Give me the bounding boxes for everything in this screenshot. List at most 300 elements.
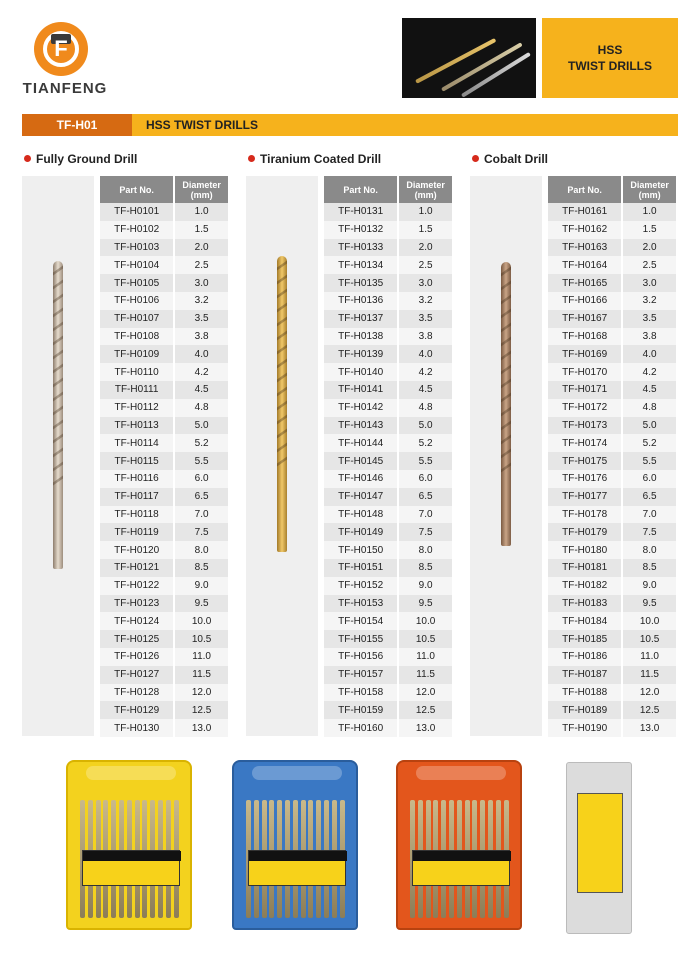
part-number-cell: TF-H0150 [324, 541, 398, 559]
part-number-cell: TF-H0140 [324, 363, 398, 381]
part-number-cell: TF-H0180 [548, 541, 622, 559]
part-number-cell: TF-H0168 [548, 328, 622, 346]
table-row [548, 612, 676, 630]
table-row [100, 203, 228, 221]
diameter-cell: 2.5 [398, 256, 452, 274]
diameter-cell: 9.5 [622, 595, 676, 613]
diameter-cell: 4.8 [622, 399, 676, 417]
table-row [100, 506, 228, 524]
part-number-cell: TF-H0161 [548, 203, 622, 221]
section-title: Fully Ground Drill [22, 150, 232, 168]
table-row [100, 541, 228, 559]
diameter-cell: 4.2 [622, 363, 676, 381]
diameter-cell: 10.0 [622, 612, 676, 630]
diameter-cell: 4.5 [398, 381, 452, 399]
table-row [324, 399, 452, 417]
part-number-cell: TF-H0147 [324, 488, 398, 506]
diameter-cell: 10.5 [622, 630, 676, 648]
blue-pack-image [232, 760, 358, 930]
part-number-cell: TF-H0107 [100, 310, 174, 328]
part-number-cell: TF-H0167 [548, 310, 622, 328]
part-number-cell: TF-H0129 [100, 701, 174, 719]
diameter-cell: 11.0 [398, 648, 452, 666]
table-row [548, 256, 676, 274]
diameter-cell: 4.0 [398, 345, 452, 363]
table-row [548, 595, 676, 613]
diameter-cell: 3.5 [174, 310, 228, 328]
spec-table [548, 176, 676, 737]
table-row [324, 470, 452, 488]
header-diameter: Diameter (mm) [174, 176, 228, 203]
hero-drill-photo [402, 18, 536, 98]
diameter-cell: 1.0 [622, 203, 676, 221]
table-row [324, 488, 452, 506]
diameter-cell: 4.8 [174, 399, 228, 417]
table-row [100, 292, 228, 310]
part-number-cell: TF-H0173 [548, 417, 622, 435]
table-row [100, 701, 228, 719]
diameter-cell: 5.5 [398, 452, 452, 470]
bullet-icon [24, 155, 31, 162]
table-row [324, 221, 452, 239]
part-number-cell: TF-H0138 [324, 328, 398, 346]
diameter-cell: 4.0 [622, 345, 676, 363]
part-number-cell: TF-H0110 [100, 363, 174, 381]
part-number-cell: TF-H0152 [324, 577, 398, 595]
table-row [100, 559, 228, 577]
part-number-cell: TF-H0186 [548, 648, 622, 666]
diameter-cell: 7.5 [174, 523, 228, 541]
hero-line-1: HSS [597, 43, 623, 57]
diameter-cell: 6.5 [622, 488, 676, 506]
diameter-cell: 5.0 [398, 417, 452, 435]
diameter-cell: 2.5 [622, 256, 676, 274]
part-number-cell: TF-H0126 [100, 648, 174, 666]
table-row [324, 256, 452, 274]
diameter-cell: 1.0 [398, 203, 452, 221]
diameter-cell: 10.0 [398, 612, 452, 630]
diameter-cell: 6.0 [174, 470, 228, 488]
fully-ground-drill-image [53, 261, 63, 569]
diameter-cell: 12.5 [622, 701, 676, 719]
table-row [548, 399, 676, 417]
table-row [324, 345, 452, 363]
diameter-cell: 7.0 [174, 506, 228, 524]
diameter-cell: 12.0 [174, 684, 228, 702]
part-number-cell: TF-H0109 [100, 345, 174, 363]
table-row [324, 684, 452, 702]
part-number-cell: TF-H0133 [324, 239, 398, 257]
table-row [100, 612, 228, 630]
table-row [548, 203, 676, 221]
diameter-cell: 11.5 [398, 666, 452, 684]
part-number-cell: TF-H0149 [324, 523, 398, 541]
table-row [100, 719, 228, 737]
diameter-cell: 3.2 [174, 292, 228, 310]
part-number-cell: TF-H0111 [100, 381, 174, 399]
table-row [100, 595, 228, 613]
table-row [324, 274, 452, 292]
part-number-cell: TF-H0156 [324, 648, 398, 666]
part-number-cell: TF-H0102 [100, 221, 174, 239]
section-title: Tiranium Coated Drill [246, 150, 456, 168]
header-diameter: Diameter (mm) [622, 176, 676, 203]
diameter-cell: 8.0 [174, 541, 228, 559]
part-number-cell: TF-H0128 [100, 684, 174, 702]
table-row [548, 559, 676, 577]
section-title: Cobalt Drill [470, 150, 680, 168]
diameter-cell: 6.5 [398, 488, 452, 506]
table-row [324, 541, 452, 559]
part-number-cell: TF-H0188 [548, 684, 622, 702]
table-row [548, 292, 676, 310]
part-number-cell: TF-H0142 [324, 399, 398, 417]
part-number-cell: TF-H0103 [100, 239, 174, 257]
drill-photo-panel [22, 176, 94, 736]
diameter-cell: 3.0 [622, 274, 676, 292]
table-row [100, 381, 228, 399]
diameter-cell: 3.8 [622, 328, 676, 346]
table-row [100, 434, 228, 452]
table-row [548, 648, 676, 666]
diameter-cell: 9.5 [398, 595, 452, 613]
diameter-cell: 12.5 [398, 701, 452, 719]
part-number-cell: TF-H0141 [324, 381, 398, 399]
table-row [324, 203, 452, 221]
diameter-cell: 4.8 [398, 399, 452, 417]
diameter-cell: 7.0 [622, 506, 676, 524]
diameter-cell: 9.0 [622, 577, 676, 595]
diameter-cell: 3.8 [174, 328, 228, 346]
table-row [324, 595, 452, 613]
part-number-cell: TF-H0153 [324, 595, 398, 613]
part-number-cell: TF-H0123 [100, 595, 174, 613]
table-row [100, 274, 228, 292]
diameter-cell: 5.5 [622, 452, 676, 470]
diameter-cell: 10.0 [174, 612, 228, 630]
table-row [548, 434, 676, 452]
diameter-cell: 1.0 [174, 203, 228, 221]
part-number-cell: TF-H0143 [324, 417, 398, 435]
part-number-cell: TF-H0106 [100, 292, 174, 310]
diameter-cell: 1.5 [174, 221, 228, 239]
drill-photo-panel [246, 176, 318, 736]
table-row [548, 541, 676, 559]
table-row [548, 345, 676, 363]
table-row [548, 719, 676, 737]
diameter-cell: 6.0 [398, 470, 452, 488]
diameter-cell: 12.0 [398, 684, 452, 702]
part-number-cell: TF-H0189 [548, 701, 622, 719]
part-number-cell: TF-H0157 [324, 666, 398, 684]
spec-table [324, 176, 452, 737]
part-number-cell: TF-H0127 [100, 666, 174, 684]
part-number-cell: TF-H0137 [324, 310, 398, 328]
brand-mark-icon: F [34, 22, 88, 76]
diameter-cell: 10.5 [398, 630, 452, 648]
part-number-cell: TF-H0160 [324, 719, 398, 737]
diameter-cell: 5.0 [174, 417, 228, 435]
table-row [548, 239, 676, 257]
diameter-cell: 3.8 [398, 328, 452, 346]
part-number-cell: TF-H0116 [100, 470, 174, 488]
diameter-cell: 4.5 [622, 381, 676, 399]
part-number-cell: TF-H0182 [548, 577, 622, 595]
part-number-cell: TF-H0115 [100, 452, 174, 470]
table-row [324, 363, 452, 381]
diameter-cell: 10.5 [174, 630, 228, 648]
diameter-cell: 1.5 [398, 221, 452, 239]
part-number-cell: TF-H0124 [100, 612, 174, 630]
bullet-icon [248, 155, 255, 162]
product-banner [22, 114, 678, 136]
diameter-cell: 11.0 [174, 648, 228, 666]
part-number-cell: TF-H0130 [100, 719, 174, 737]
table-row [100, 221, 228, 239]
part-number-cell: TF-H0162 [548, 221, 622, 239]
table-row [324, 666, 452, 684]
part-number-cell: TF-H0169 [548, 345, 622, 363]
part-number-cell: TF-H0166 [548, 292, 622, 310]
diameter-cell: 3.2 [398, 292, 452, 310]
part-number-cell: TF-H0135 [324, 274, 398, 292]
table-row [324, 328, 452, 346]
part-number-cell: TF-H0165 [548, 274, 622, 292]
table-row [324, 523, 452, 541]
part-number-cell: TF-H0176 [548, 470, 622, 488]
table-row [548, 274, 676, 292]
part-number-cell: TF-H0119 [100, 523, 174, 541]
part-number-cell: TF-H0105 [100, 274, 174, 292]
diameter-cell: 3.5 [622, 310, 676, 328]
table-row [100, 523, 228, 541]
diameter-cell: 9.5 [174, 595, 228, 613]
part-number-cell: TF-H0121 [100, 559, 174, 577]
part-number-cell: TF-H0117 [100, 488, 174, 506]
diameter-cell: 8.0 [398, 541, 452, 559]
diameter-cell: 5.2 [174, 434, 228, 452]
table-row [548, 523, 676, 541]
part-number-cell: TF-H0132 [324, 221, 398, 239]
part-number-cell: TF-H0181 [548, 559, 622, 577]
table-row [100, 328, 228, 346]
table-row [548, 506, 676, 524]
part-number-cell: TF-H0171 [548, 381, 622, 399]
part-number-cell: TF-H0155 [324, 630, 398, 648]
banner-code: TF-H01 [22, 114, 132, 136]
diameter-cell: 13.0 [398, 719, 452, 737]
diameter-cell: 9.0 [398, 577, 452, 595]
diameter-cell: 4.2 [398, 363, 452, 381]
table-row [324, 719, 452, 737]
titanium-drill-image [277, 256, 287, 552]
orange-pack-image [396, 760, 522, 930]
diameter-cell: 2.5 [174, 256, 228, 274]
table-row [324, 577, 452, 595]
table-row [324, 506, 452, 524]
diameter-cell: 8.5 [174, 559, 228, 577]
table-row [324, 648, 452, 666]
diameter-cell: 3.5 [398, 310, 452, 328]
part-number-cell: TF-H0174 [548, 434, 622, 452]
part-number-cell: TF-H0112 [100, 399, 174, 417]
table-row [100, 452, 228, 470]
table-row [548, 488, 676, 506]
table-row [100, 417, 228, 435]
part-number-cell: TF-H0145 [324, 452, 398, 470]
drill-photo-panel [470, 176, 542, 736]
diameter-cell: 6.0 [622, 470, 676, 488]
header-part: Part No. [548, 176, 622, 203]
diameter-cell: 8.5 [398, 559, 452, 577]
header-part: Part No. [100, 176, 174, 203]
part-number-cell: TF-H0158 [324, 684, 398, 702]
diameter-cell: 13.0 [174, 719, 228, 737]
diameter-cell: 4.0 [174, 345, 228, 363]
part-number-cell: TF-H0179 [548, 523, 622, 541]
table-row [548, 684, 676, 702]
table-row [548, 310, 676, 328]
part-number-cell: TF-H0184 [548, 612, 622, 630]
part-number-cell: TF-H0108 [100, 328, 174, 346]
diameter-cell: 4.5 [174, 381, 228, 399]
part-number-cell: TF-H0175 [548, 452, 622, 470]
diameter-cell: 7.5 [622, 523, 676, 541]
part-number-cell: TF-H0183 [548, 595, 622, 613]
diameter-cell: 7.5 [398, 523, 452, 541]
table-row [324, 310, 452, 328]
table-row [100, 256, 228, 274]
table-row [548, 701, 676, 719]
diameter-cell: 5.0 [622, 417, 676, 435]
table-row [324, 381, 452, 399]
table-row [548, 417, 676, 435]
table-row [324, 701, 452, 719]
diameter-cell: 12.5 [174, 701, 228, 719]
diameter-cell: 11.5 [622, 666, 676, 684]
part-number-cell: TF-H0134 [324, 256, 398, 274]
part-number-cell: TF-H0144 [324, 434, 398, 452]
bullet-icon [472, 155, 479, 162]
part-number-cell: TF-H0125 [100, 630, 174, 648]
table-row [324, 434, 452, 452]
part-number-cell: TF-H0170 [548, 363, 622, 381]
hero-line-2: TWIST DRILLS [568, 59, 652, 73]
part-number-cell: TF-H0113 [100, 417, 174, 435]
table-row [548, 381, 676, 399]
header-part: Part No. [324, 176, 398, 203]
part-number-cell: TF-H0151 [324, 559, 398, 577]
table-row [100, 684, 228, 702]
diameter-cell: 1.5 [622, 221, 676, 239]
table-row [100, 630, 228, 648]
brand-name: TIANFENG [22, 80, 108, 97]
yellow-pack-image [66, 760, 192, 930]
diameter-cell: 13.0 [622, 719, 676, 737]
diameter-cell: 5.5 [174, 452, 228, 470]
table-row [548, 452, 676, 470]
part-number-cell: TF-H0101 [100, 203, 174, 221]
table-row [548, 363, 676, 381]
clear-case-image [566, 762, 632, 934]
table-row [324, 239, 452, 257]
diameter-cell: 11.0 [622, 648, 676, 666]
table-row [324, 292, 452, 310]
diameter-cell: 2.0 [398, 239, 452, 257]
diameter-cell: 2.0 [174, 239, 228, 257]
table-row [100, 363, 228, 381]
part-number-cell: TF-H0114 [100, 434, 174, 452]
diameter-cell: 3.0 [398, 274, 452, 292]
table-row [324, 612, 452, 630]
part-number-cell: TF-H0139 [324, 345, 398, 363]
table-row [324, 417, 452, 435]
diameter-cell: 9.0 [174, 577, 228, 595]
part-number-cell: TF-H0187 [548, 666, 622, 684]
table-row [100, 648, 228, 666]
part-number-cell: TF-H0163 [548, 239, 622, 257]
part-number-cell: TF-H0118 [100, 506, 174, 524]
diameter-cell: 2.0 [622, 239, 676, 257]
diameter-cell: 12.0 [622, 684, 676, 702]
part-number-cell: TF-H0177 [548, 488, 622, 506]
brand-logo [20, 22, 110, 102]
banner-title: HSS TWIST DRILLS [146, 118, 258, 132]
part-number-cell: TF-H0159 [324, 701, 398, 719]
diameter-cell: 5.2 [398, 434, 452, 452]
diameter-cell: 6.5 [174, 488, 228, 506]
table-row [548, 666, 676, 684]
table-row [100, 470, 228, 488]
table-row [100, 310, 228, 328]
part-number-cell: TF-H0122 [100, 577, 174, 595]
diameter-cell: 7.0 [398, 506, 452, 524]
cobalt-drill-image [501, 262, 511, 546]
table-row [548, 221, 676, 239]
spec-table [100, 176, 228, 737]
part-number-cell: TF-H0190 [548, 719, 622, 737]
part-number-cell: TF-H0178 [548, 506, 622, 524]
diameter-cell: 3.0 [174, 274, 228, 292]
part-number-cell: TF-H0148 [324, 506, 398, 524]
header-diameter: Diameter (mm) [398, 176, 452, 203]
table-row [100, 345, 228, 363]
part-number-cell: TF-H0131 [324, 203, 398, 221]
table-row [548, 577, 676, 595]
diameter-cell: 5.2 [622, 434, 676, 452]
diameter-cell: 8.5 [622, 559, 676, 577]
part-number-cell: TF-H0185 [548, 630, 622, 648]
part-number-cell: TF-H0146 [324, 470, 398, 488]
table-row [100, 488, 228, 506]
part-number-cell: TF-H0172 [548, 399, 622, 417]
table-row [548, 328, 676, 346]
table-row [548, 630, 676, 648]
part-number-cell: TF-H0164 [548, 256, 622, 274]
table-row [324, 630, 452, 648]
table-row [100, 666, 228, 684]
diameter-cell: 8.0 [622, 541, 676, 559]
diameter-cell: 4.2 [174, 363, 228, 381]
table-row [100, 577, 228, 595]
part-number-cell: TF-H0120 [100, 541, 174, 559]
part-number-cell: TF-H0154 [324, 612, 398, 630]
table-row [324, 452, 452, 470]
table-row [548, 470, 676, 488]
part-number-cell: TF-H0136 [324, 292, 398, 310]
table-row [324, 559, 452, 577]
table-row [100, 239, 228, 257]
